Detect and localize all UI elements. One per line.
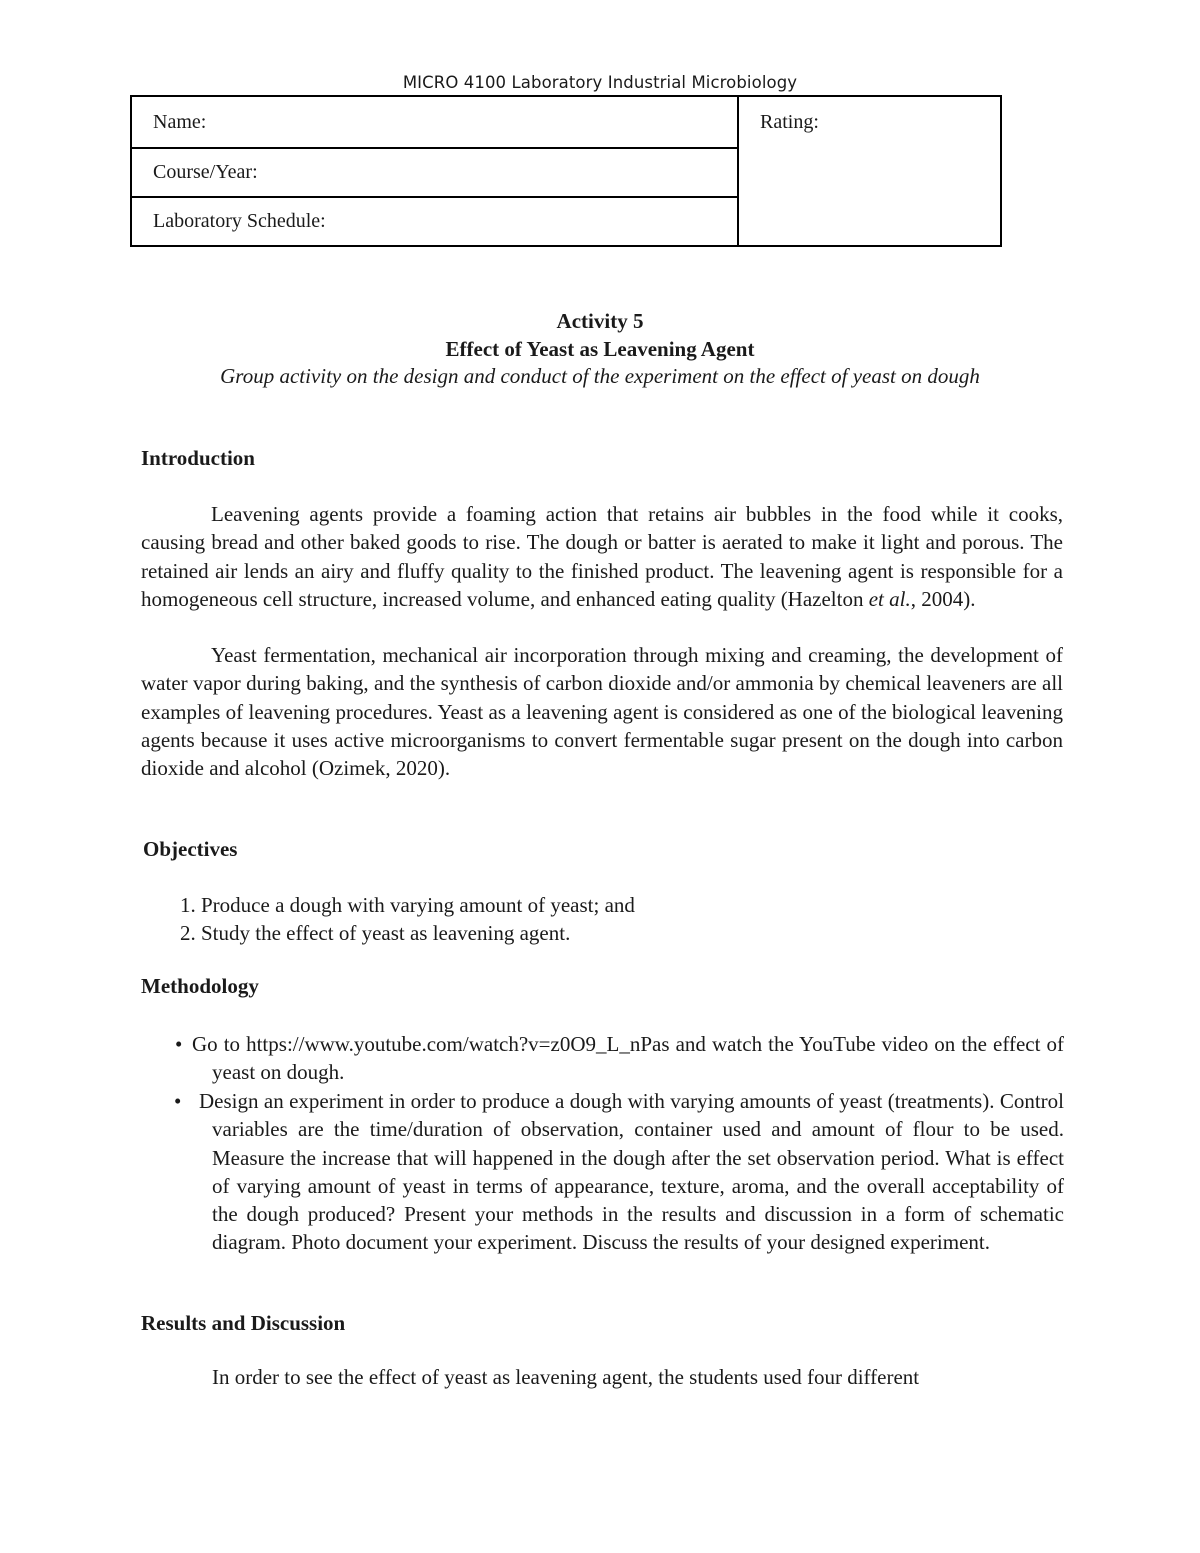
methodology-bullet bbox=[174, 1087, 1064, 1257]
intro-p1-etal: et al. bbox=[868, 586, 911, 611]
objective-item: 2. Study the effect of yeast as leavening agent. bbox=[201, 919, 635, 947]
activity-number: Activity 5 bbox=[556, 309, 644, 333]
activity-subtitle: Group activity on the design and conduct of the experiment on the effect of yeast on dough bbox=[220, 364, 980, 388]
introduction-paragraph-1 bbox=[141, 500, 1063, 613]
bullet-mark: • bbox=[174, 1089, 182, 1113]
bullet-mark: • bbox=[175, 1032, 183, 1056]
results-heading: Results and Discussion bbox=[141, 1311, 346, 1335]
course-header: MICRO 4100 Laboratory Industrial Microbiology bbox=[402, 73, 798, 92]
objectives-heading: Objectives bbox=[143, 837, 238, 861]
objective-item: 1. Produce a dough with varying amount of yeast; and bbox=[201, 891, 635, 919]
activity-title: Effect of Yeast as Leavening Agent bbox=[445, 337, 755, 361]
course-year-field[interactable]: Course/Year: bbox=[131, 148, 738, 197]
rating-field[interactable]: Rating: bbox=[738, 96, 1001, 246]
methodology-bullet-text: Go to https://www.youtube.com/watch?v=z0O9_L_nPas and watch the YouTube video on the effect of yeast on dough. bbox=[192, 1032, 1064, 1085]
intro-p1-tail: , 2004). bbox=[910, 586, 976, 611]
results-text: In order to see the effect of yeast as leavening agent, the students used four different bbox=[212, 1365, 920, 1389]
name-field[interactable]: Name: bbox=[131, 96, 738, 148]
methodology-bullet bbox=[175, 1030, 1064, 1087]
lab-schedule-field[interactable]: Laboratory Schedule: bbox=[131, 197, 738, 246]
student-info-table bbox=[130, 95, 1002, 247]
introduction-heading: Introduction bbox=[141, 446, 255, 470]
methodology-bullet-text: Design an experiment in order to produce a dough with varying amounts of yeast (treatments). Control variables are the time/duration of observation, container used and amount of flour to be used. Measure the increase that will happened in the dough after the set observation period. What is effect of varying amount of yeast in terms of appearance, texture, aroma, and the overall acceptability of the dough produced? Present your methods in the results and discussion in a form of schematic diagram. Photo document your experiment. Discuss the results of your designed experiment. bbox=[199, 1089, 1064, 1255]
objectives-list bbox=[145, 891, 635, 947]
methodology-heading: Methodology bbox=[141, 974, 259, 998]
introduction-paragraph-2: Yeast fermentation, mechanical air incorporation through mixing and creaming, the development of water vapor during baking, and the synthesis of carbon dioxide and/or ammonia by chemical leaveners are all examples of leavening procedures. Yeast as a leavening agent is considered as one of the biological leavening agents because it uses active microorganisms to convert fermentable sugar present on the dough into carbon dioxide and alcohol (Ozimek, 2020). bbox=[141, 643, 1063, 781]
intro-p1-text: Leavening agents provide a foaming action that retains air bubbles in the food while it cooks, causing bread and other baked goods to rise. The dough or batter is aerated to make it light and porous. The retained air lends an airy and fluffy quality to the finished product. The leavening agent is responsible for a homogeneous cell structure, increased volume, and enhanced eating quality (Hazelton bbox=[141, 502, 1063, 611]
